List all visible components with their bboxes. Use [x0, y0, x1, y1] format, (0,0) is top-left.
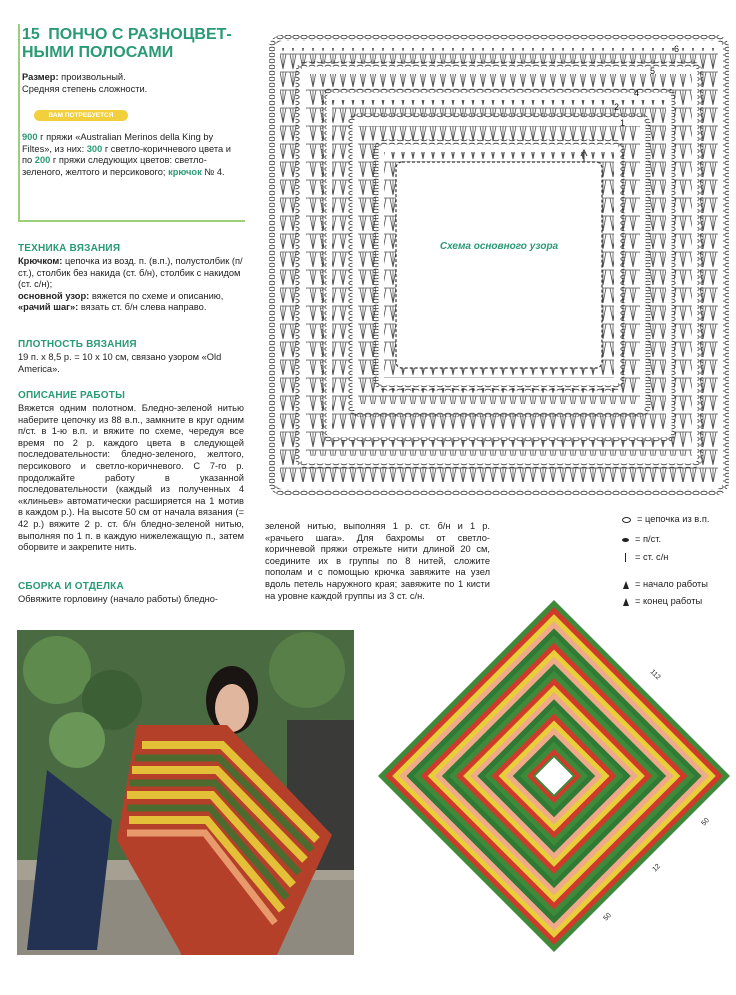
diagram-rings — [272, 38, 726, 492]
diagram-label: Схема основного узора — [439, 241, 559, 252]
svg-text:5: 5 — [650, 66, 656, 76]
description-heading: ОПИСАНИЕ РАБОТЫ — [18, 390, 126, 401]
density-heading: ПЛОТНОСТЬ ВЯЗАНИЯ — [18, 339, 137, 350]
materials-text: 900 г пряжи «Australian Merinos della King by Filtes», из них: 300 г светло-коричневого цвета и по 200 г пряжи следующих цветов: светло-зеленого, желтого и персикового; крючок № 4. — [22, 132, 231, 177]
svg-text:1: 1 — [620, 118, 626, 128]
dim-top: 112 — [648, 668, 662, 682]
technique-heading: ТЕХНИКА ВЯЗАНИЯ — [18, 243, 121, 254]
svg-text:4: 4 — [634, 88, 640, 98]
dim-right: 50 — [700, 816, 711, 828]
needed-badge: ВАМ ПОТРЕБУЕТСЯ — [34, 110, 128, 121]
description-text: Вяжется одним полотном. Бледно-зеленой нитью наберите цепочку из 88 в.п., замкните в круг одним п/ст. в 1-ю в.п. и вяжите по схеме, чередуя все время по 2 р. каждого цвета в следующей последовательности: бледно-зеленого, желтого, персикового и светло-коричневого. С 7-го р. продолжайте работу в указанной последовательности (каждый из полученных 4 «клиньев» автоматически расширяется на 1 мотив в каждом р.). На высоте 50 см от начала вязания (= 42 р.) вяжите 2 р. ст. б/н бледно-зеленой нитью, выполняя по 1 п. в каждую нижележащую п., затем оборвите и закрепите нить. — [18, 403, 244, 553]
legend-item: = конец работы — [622, 596, 732, 610]
svg-text:6: 6 — [674, 44, 680, 54]
technique-text: Крючком: цепочка из возд. п. (в.п.), полустолбик (п/ст.), столбик без накида (ст. б/н), столбик с накидом (ст. с/н); основной узор: вяжется по схеме и описанию, «рачий шаг»: вязать ст. б/н слева направо. — [18, 256, 243, 313]
legend-item: = ст. с/н — [622, 552, 732, 566]
model-photo — [17, 630, 354, 955]
density-text: 19 п. х 8,5 р. = 10 х 10 см, связано узором «Old America». — [18, 352, 222, 374]
chain-symbol-icon — [622, 517, 631, 523]
svg-text:2: 2 — [614, 102, 620, 112]
assembly-heading: СБОРКА И ОТДЕЛКА — [18, 581, 124, 592]
legend-item: = п/ст. — [622, 534, 732, 548]
pattern-number: 15 — [22, 26, 40, 43]
assembly-continued: зеленой нитью, выполняя 1 р. ст. б/н и 1 р. «рачьего шага». Для бахромы от светло-коричневой пряжи отрежьте нити длиной 20 см, соедините их в группы по 8 нитей, сложите пополам и с помощью крючка завяжите на узел вдоль петель наружного края; завяжите по 1 кисти на уровне каждой группы из 3 ст. с/н. — [265, 521, 490, 601]
size-line: Размер: произвольный. — [22, 72, 126, 82]
title-text: ПОНЧО С РАЗНОЦВЕТ-НЫМИ ПОЛОСАМИ — [22, 26, 232, 61]
difficulty-line: Средняя степень сложности. — [22, 84, 148, 94]
photo-illustration — [17, 630, 354, 955]
dim-bottom: 50 — [602, 911, 613, 923]
crochet-diagram — [268, 34, 730, 496]
legend-item: = цепочка из в.п. — [622, 514, 732, 528]
page-title — [22, 26, 252, 62]
legend-item: = начало работы — [622, 579, 732, 593]
dim-middle: 12 — [651, 862, 662, 874]
assembly-text: Обвяжите горловину (начало работы) бледно- — [18, 594, 219, 604]
slip-stitch-icon — [622, 538, 629, 542]
start-marker-icon — [623, 581, 629, 589]
poncho-schematic — [378, 596, 730, 952]
double-crochet-icon — [625, 553, 626, 562]
